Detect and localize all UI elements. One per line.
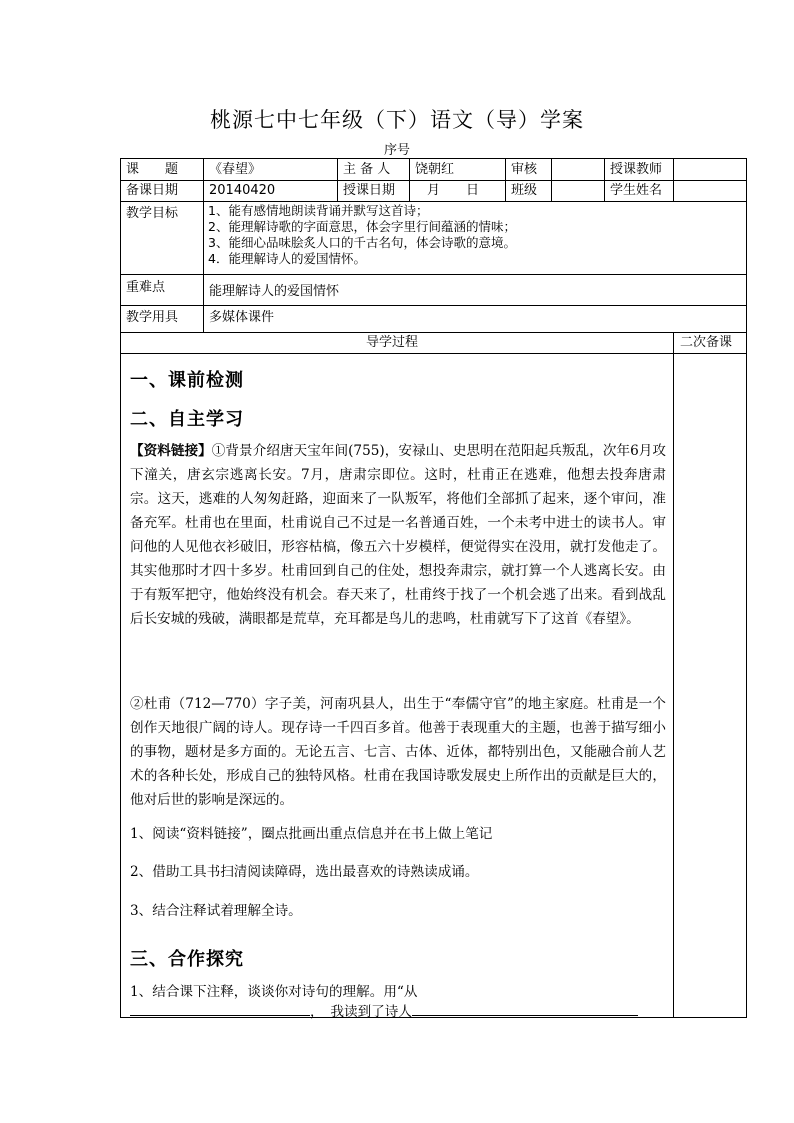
preparer-value: 饶朝红	[415, 162, 455, 177]
row-divider	[120, 201, 747, 202]
resource-tag: 【资料链接】	[130, 443, 212, 459]
answer-blank[interactable]	[412, 1001, 638, 1016]
tools-label: 教学用具	[126, 310, 179, 325]
resource-paragraph-background	[130, 439, 666, 631]
col-divider	[203, 158, 204, 332]
section-heading-pretest: 一、课前检测	[130, 370, 244, 391]
col-divider	[673, 332, 674, 1018]
task-item: 3、结合注释试着理解全诗。	[130, 903, 302, 919]
second-prep-header: 二次备课	[680, 335, 733, 350]
col-divider	[337, 158, 338, 201]
cooperate-prompt: 1、结合课下注释，谈谈你对诗句的理解。用“从	[130, 984, 418, 1000]
class-date-value: 月 日	[427, 183, 480, 198]
col-divider	[604, 158, 605, 201]
col-divider	[505, 158, 506, 201]
row-divider	[120, 180, 747, 181]
section-heading-self-study: 二、自主学习	[130, 409, 244, 430]
goal-item: 3、能细心品味脍炙人口的千古名句，体会诗歌的意境。	[208, 235, 516, 250]
task-item: 1、阅读“资料链接”，圈点批画出重点信息并在书上做上笔记	[130, 826, 493, 842]
tools-value: 多媒体课件	[209, 310, 275, 325]
key-points-label: 重难点	[126, 280, 166, 295]
section-heading-cooperate: 三、合作探究	[130, 949, 244, 970]
class-date-label: 授课日期	[343, 183, 396, 198]
goal-item: 1、能有感情地朗读背诵并默写这首诗；	[208, 203, 429, 218]
col-divider	[551, 158, 552, 201]
col-divider	[673, 158, 674, 201]
resource-text: ①背景介绍唐天宝年间(755)，安禄山、史思明在范阳起兵叛乱，次年6月攻下潼关，唐玄宗逃离长安。7月，唐肃宗即位。这时，杜甫正在逃难，他想去投奔唐肃宗。这天，逃难的人匆匆赶路，迎面来了一队叛军，将他们全部抓了起来，逐个审问，准备充军。杜甫也在里面，杜甫说自己不过是一名普通百姓，一个未考中进士的读书人。审问他的人见他衣衫破旧，形容枯槁，像五六十岁模样，便觉得实在没用，就打发他走了。其实他那时才四十多岁。杜甫回到自己的住处，想投奔肃宗，就打算一个人逃离长安。由于有叛军把守，他始终没有机会。春天来了，杜甫终于找了一个机会逃了出来。看到战乱后长安城的残破，满眼都是荒草，充耳都是鸟儿的悲鸣，杜甫就写下了这首《春望》。	[130, 443, 667, 627]
answer-blank[interactable]	[130, 1001, 310, 1016]
process-header: 导学过程	[366, 335, 419, 350]
row-divider	[120, 332, 747, 333]
topic-label: 课 题	[126, 162, 179, 177]
preparer-label: 主 备 人	[343, 162, 391, 177]
prep-date-value: 20140420	[209, 183, 276, 198]
class-label: 班级	[511, 183, 538, 198]
row-divider	[120, 274, 747, 275]
page-title: 桃源七中七年级（下）语文（导）学案	[210, 108, 584, 132]
cooperate-fill-line	[130, 1000, 638, 1020]
student-label: 学生姓名	[610, 183, 663, 198]
review-label: 审核	[511, 162, 538, 177]
task-item: 2、借助工具书扫清阅读障碍，选出最喜欢的诗熟读成诵。	[130, 864, 479, 880]
key-points-value: 能理解诗人的爱国情怀	[209, 284, 340, 299]
goals-label: 教学目标	[126, 206, 179, 221]
topic-value: 《春望》	[209, 162, 262, 177]
goal-item: 4．能理解诗人的爱国情怀。	[208, 251, 366, 266]
col-divider	[409, 158, 410, 201]
resource-paragraph-author: ②杜甫（712—770）字子美，河南巩县人，出生于“奉儒守官”的地主家庭。杜甫是一个创作天地很广阔的诗人。现存诗一千四百多首。他善于表现重大的主题，也善于描写细小的事物，题材是多方面的。无论五言、七言、古体、近体，都特别出色，又能融合前人艺术的各种长处，形成自己的独特风格。杜甫在我国诗歌发展史上所作出的贡献是巨大的，他对后世的影响是深远的。	[130, 696, 666, 808]
goals-list	[208, 203, 516, 267]
row-divider	[120, 305, 747, 306]
serial-number-label: 序号	[383, 143, 410, 158]
cooperate-mid-text: ， 我读到了诗人	[310, 1004, 412, 1020]
goal-item: 2、能理解诗歌的字面意思，体会字里行间蕴涵的情味；	[208, 219, 516, 234]
row-divider	[120, 353, 747, 354]
prep-date-label: 备课日期	[126, 183, 179, 198]
teacher-label: 授课教师	[610, 162, 663, 177]
